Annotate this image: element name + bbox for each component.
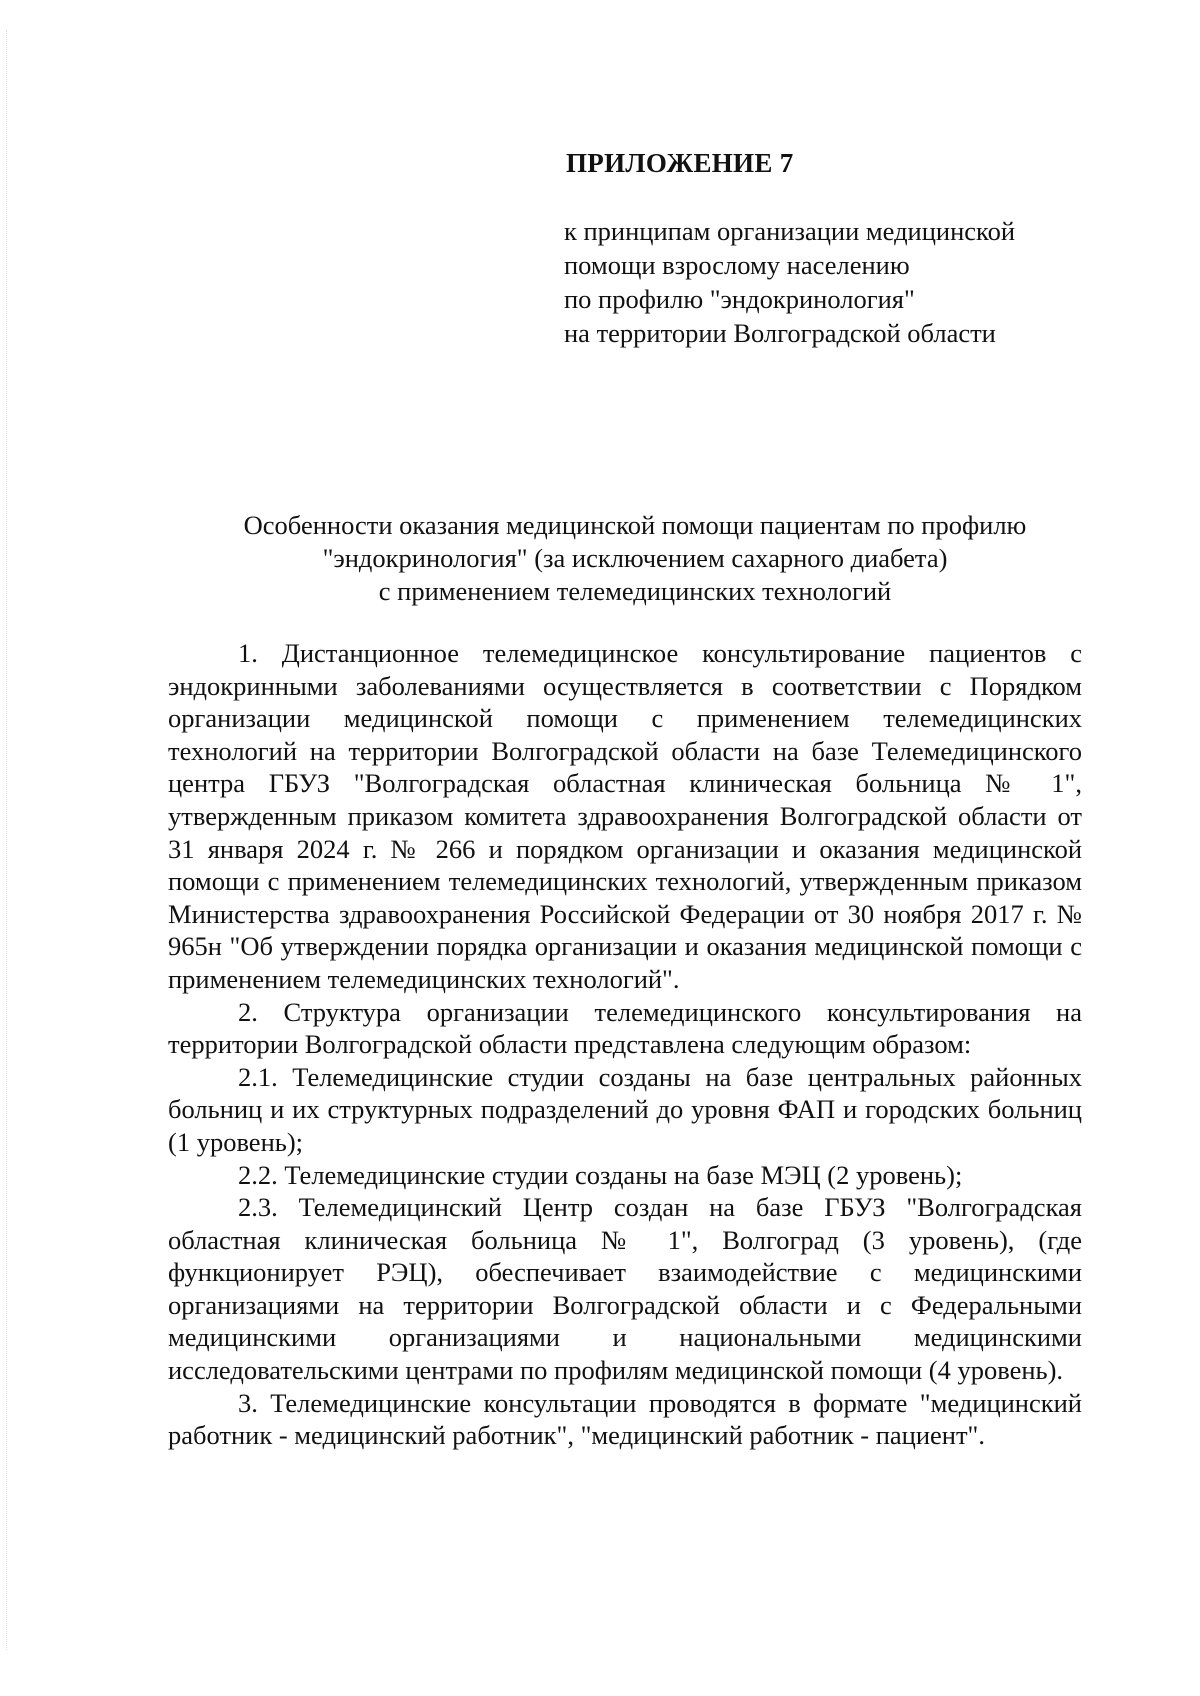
appendix-title: ПРИЛОЖЕНИЕ 7 [566, 148, 794, 178]
paragraph-2: 2. Структура организации телемедицинского консультирования на территории Волгоградской области представлена следующим образом: [168, 996, 1082, 1060]
appendix-reference [564, 214, 1015, 350]
scan-edge-marks [6, 30, 9, 1650]
appendix-reference-line: к принципам организации медицинской [564, 216, 1016, 246]
paragraph-3: 3. Телемедицинские консультации проводятся в формате "медицинский работник - медицинский работник", "медицинский работник - пациент". [168, 1387, 1082, 1451]
paragraph-2-2: 2.2. Телемедицинские студии созданы на базе МЭЦ (2 уровень); [238, 1159, 963, 1190]
heading-line: Особенности оказания медицинской помощи пациентам по профилю [243, 510, 1027, 540]
heading-line: с применением телемедицинских технологий [378, 576, 892, 606]
appendix-reference-line: на территории Волгоградской области [564, 318, 996, 348]
paragraph-2-1: 2.1. Телемедицинские студии созданы на базе центральных районных больниц и их структурных подразделений до уровня ФАП и городских больниц (1 уровень); [168, 1061, 1082, 1157]
appendix-reference-line: помощи взрослому населению [564, 250, 910, 280]
document-heading [170, 509, 1100, 608]
document-body [168, 637, 1082, 1452]
paragraph-1: 1. Дистанционное телемедицинское консультирование пациентов с эндокринными заболеваниями осуществляется в соответствии с Порядком организации медицинской помощи с применением телемедицинских технологий на территории Волгоградской области на базе Телемедицинского центра ГБУЗ "Волгоградская областная клиническая больница № 1", утвержденным приказом комитета здравоохранения Волгоградской области от 31 января 2024 г. № 266 и порядком организации и оказания медицинской помощи с применением телемедицинских технологий, утвержденным приказом Министерства здравоохранения Российской Федерации от 30 ноября 2017 г. № 965н "Об утверждении порядка организации и оказания медицинской помощи с применением телемедицинских технологий". [168, 638, 1082, 994]
paragraph-2-3: 2.3. Телемедицинский Центр создан на базе ГБУЗ "Волгоградская областная клиническая больница № 1", Волгоград (3 уровень), (где функционирует РЭЦ), обеспечивает взаимодействие с медицинскими организациями на территории Волгоградской области и с Федеральными медицинскими организациями и национальными медицинскими исследовательскими центрами по профилям медицинской помощи (4 уровень). [168, 1192, 1082, 1386]
heading-line: "эндокринология" (за исключением сахарного диабета) [322, 543, 948, 573]
appendix-reference-line: по профилю "эндокринология" [564, 284, 915, 314]
